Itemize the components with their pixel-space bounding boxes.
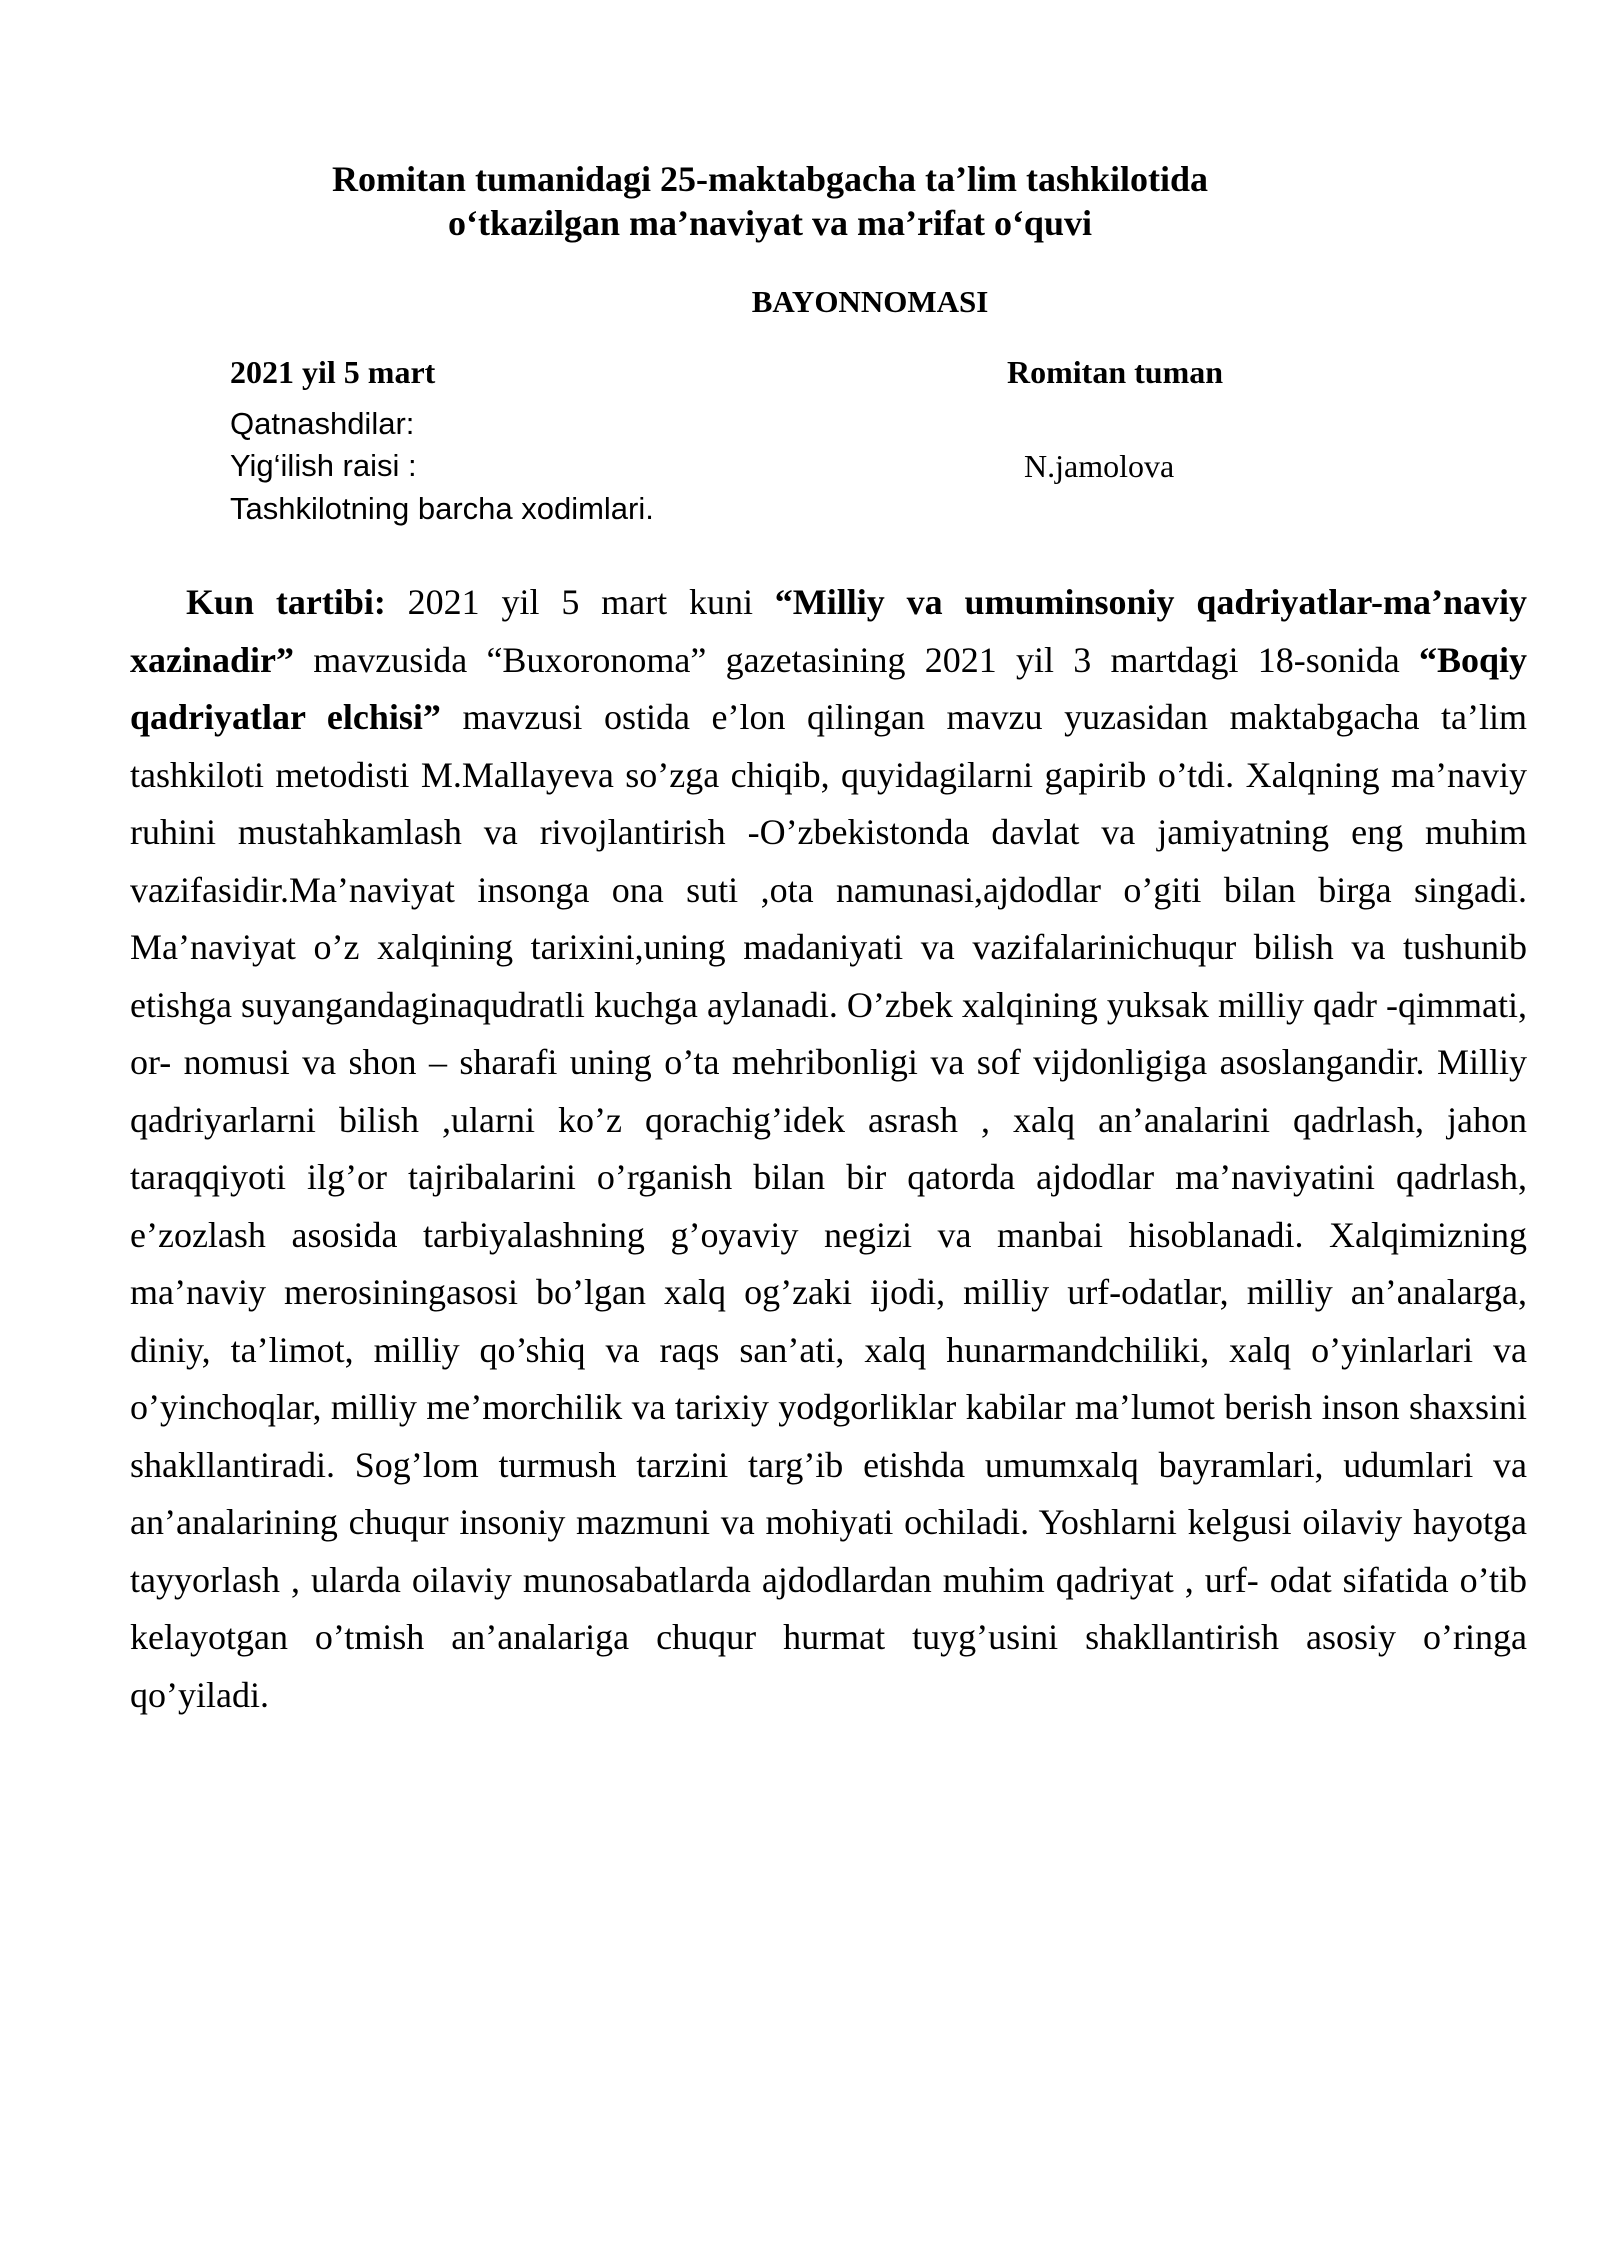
meeting-place: Romitan tuman <box>1007 354 1224 390</box>
agenda-text-3: mavzusi ostida e’lon qilingan mavzu yuzasidan maktabgacha ta’lim tashkiloti metodisti M.Mallayeva so’zga chiqib, quyidagilarni gapirib o’tdi. Xalqning ma’naviy ruhini mustahkamlash va rivojlantirish -O’zbekistonda davlat va jamiyatning eng muhim vazifasidir.Ma’naviyat insonga ona suti ,ota namunasi,ajdodlar o’giti bilan birga singadi. Ma’naviyat o’z xalqining tarixini,uning madaniyati va vazifalarinichuqur bilish va tushunib etishga suyangandaginaqudratli kuchga aylanadi. O’zbek xalqining yuksak milliy qadr -qimmati, or- nomusi va shon – sharafi uning o’ta mehribonligi va sof vijdonligiga asoslangandir. Milliy qadriyarlarni bilish ,ularni ko’z qorachig’idek asrash , xalq an’analarini qadrlash, jahon taraqqiyoti ilg’or tajribalarini o’rganish bilan bir qatorda ajdodlar ma’naviyatini qadrlash, e’zozlash asosida tarbiyalashning g’oyaviy negizi va manbai hisoblanadi. Xalqimizning ma’naviy merosiningasosi bo’lgan xalq og’zaki ijodi, milliy urf-odatlar, milliy an’analarga, diniy, ta’limot, milliy qo’shiq va raqs san’ati, xalq hunarmandchiliki, xalq o’yinlarlari va o’yinchoqlar, milliy me’morchilik va tarixiy yodgorliklar kabilar ma’lumot berish inson shaxsini shakllantiradi. Sog’lom turmush tarzini targ’ib etishda umumxalq bayramlari, udumlari va an’analarining chuqur insoniy mazmuni va mohiyati ochiladi. Yoshlarni kelgusi oilaviy hayotga tayyorlash , ularda oilaviy munosabatlarda ajdodlardan muhim qadriyat , urf- odat sifatida o’tib kelayotgan o’tmish an’analariga chuqur hurmat tuyg’usini shakllantirish asosiy o’ringa qo’yiladi. <box>130 697 1527 1715</box>
chair-name: N.jamolova <box>1024 448 1175 484</box>
participants-label: Qatnashdilar: <box>230 406 415 441</box>
agenda-paragraph <box>130 574 1527 1724</box>
agenda-topic: “Milliy va umuminsoniy qadriyatlar-ma’naviy xazinadir” <box>130 582 1527 680</box>
document-title-line-1: Romitan tumanidagi 25-maktabgacha ta’lim tashkilotida <box>331 159 1209 199</box>
agenda-text-2: mavzusida “Buxoronoma” gazetasining 2021 yil 3 martdagi 18-sonida <box>294 639 1419 680</box>
agenda-text-1: 2021 yil 5 mart kuni <box>385 582 775 622</box>
agenda-label: Kun tartibi: <box>186 582 386 622</box>
document-title-line-2: o‘tkazilgan ma’naviyat va ma’rifat o‘quvi <box>448 203 1092 243</box>
document-type-heading: BAYONNOMASI <box>751 284 989 319</box>
chair-label: Yig‘ilish raisi : <box>230 448 417 483</box>
meeting-date: 2021 yil 5 mart <box>230 354 436 390</box>
agenda-article-title: “Boqiy qadriyatlar elchisi” <box>130 639 1527 737</box>
staff-line: Tashkilotning barcha xodimlari. <box>230 491 654 526</box>
